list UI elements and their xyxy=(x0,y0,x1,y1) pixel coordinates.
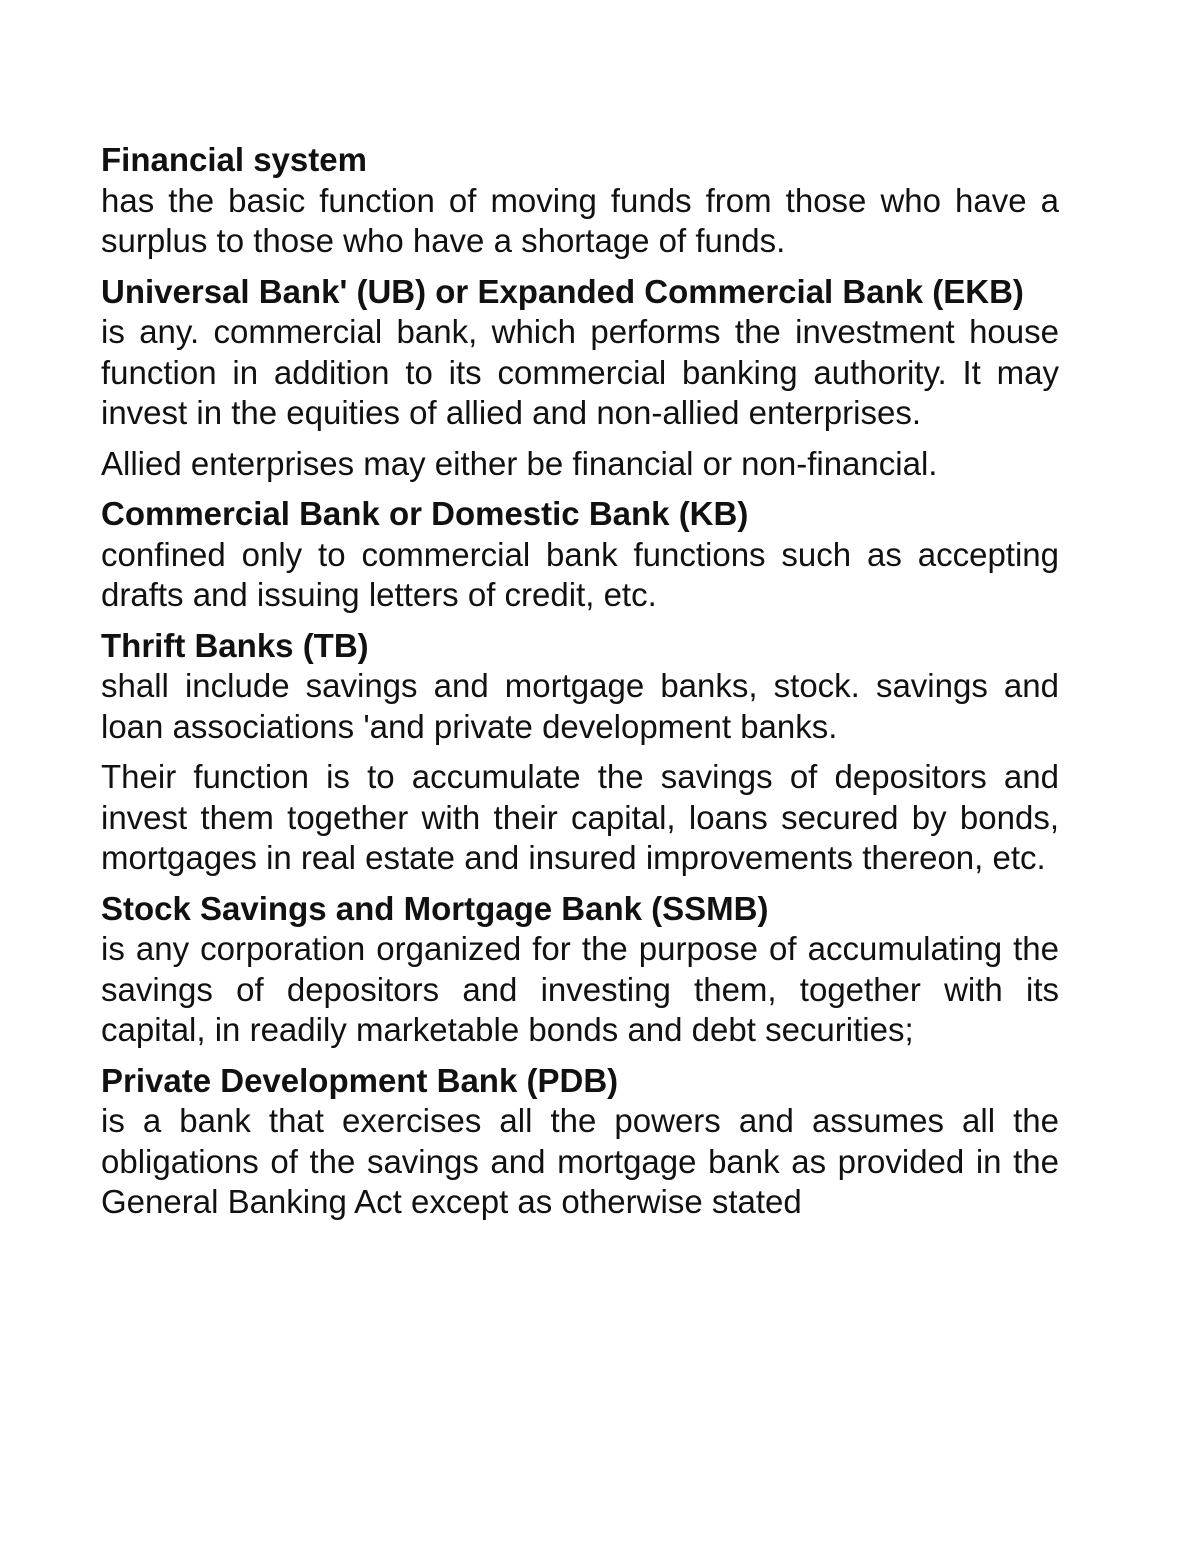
definition-text: is any. commercial bank, which performs the investment house function in addition to its commercial banking authority. It may invest in the equities of allied and non-allied enterprises. xyxy=(101,313,1059,431)
term-heading: Financial system xyxy=(101,141,367,178)
term-heading: Private Development Bank (PDB) xyxy=(101,1061,619,1099)
document-page xyxy=(101,140,1059,1233)
term-heading: Commercial Bank or Domestic Bank (KB) xyxy=(101,495,749,532)
definition-text: is any corporation organized for the purpose of accumulating the savings of depositors and investing them, together with its capital, in readily marketable bonds and debt securities; xyxy=(101,930,1059,1048)
term-heading: Thrift Banks (TB) xyxy=(101,626,369,664)
additional-paragraph: Allied enterprises may either be financial or non-financial. xyxy=(101,444,938,482)
definition-text: has the basic function of moving funds from those who have a surplus to those who have a shortage of funds. xyxy=(101,181,1059,259)
definition-text: shall include savings and mortgage banks, stock. savings and loan associations 'and private development banks. xyxy=(101,667,1059,745)
additional-paragraph: Their function is to accumulate the savings of depositors and invest them together with their capital, loans secured by bonds, mortgages in real estate and insured improvements thereon, etc. xyxy=(101,758,1059,876)
definition-text: is a bank that exercises all the powers and assumes all the obligations of the savings and mortgage bank as provided in the General Banking Act except as otherwise stated xyxy=(101,1102,1059,1220)
section-stock-savings-mortgage-bank xyxy=(101,889,1059,1051)
term-heading: Universal Bank' (UB) or Expanded Commercial Bank (EKB) xyxy=(101,272,1024,310)
term-heading: Stock Savings and Mortgage Bank (SSMB) xyxy=(101,889,769,927)
section-financial-system xyxy=(101,140,1059,262)
section-thrift-banks xyxy=(101,626,1059,879)
section-universal-bank xyxy=(101,272,1059,485)
section-private-development-bank xyxy=(101,1061,1059,1223)
definition-text: confined only to commercial bank functions such as accepting drafts and issuing letters of credit, etc. xyxy=(101,535,1059,613)
section-commercial-bank xyxy=(101,494,1059,616)
